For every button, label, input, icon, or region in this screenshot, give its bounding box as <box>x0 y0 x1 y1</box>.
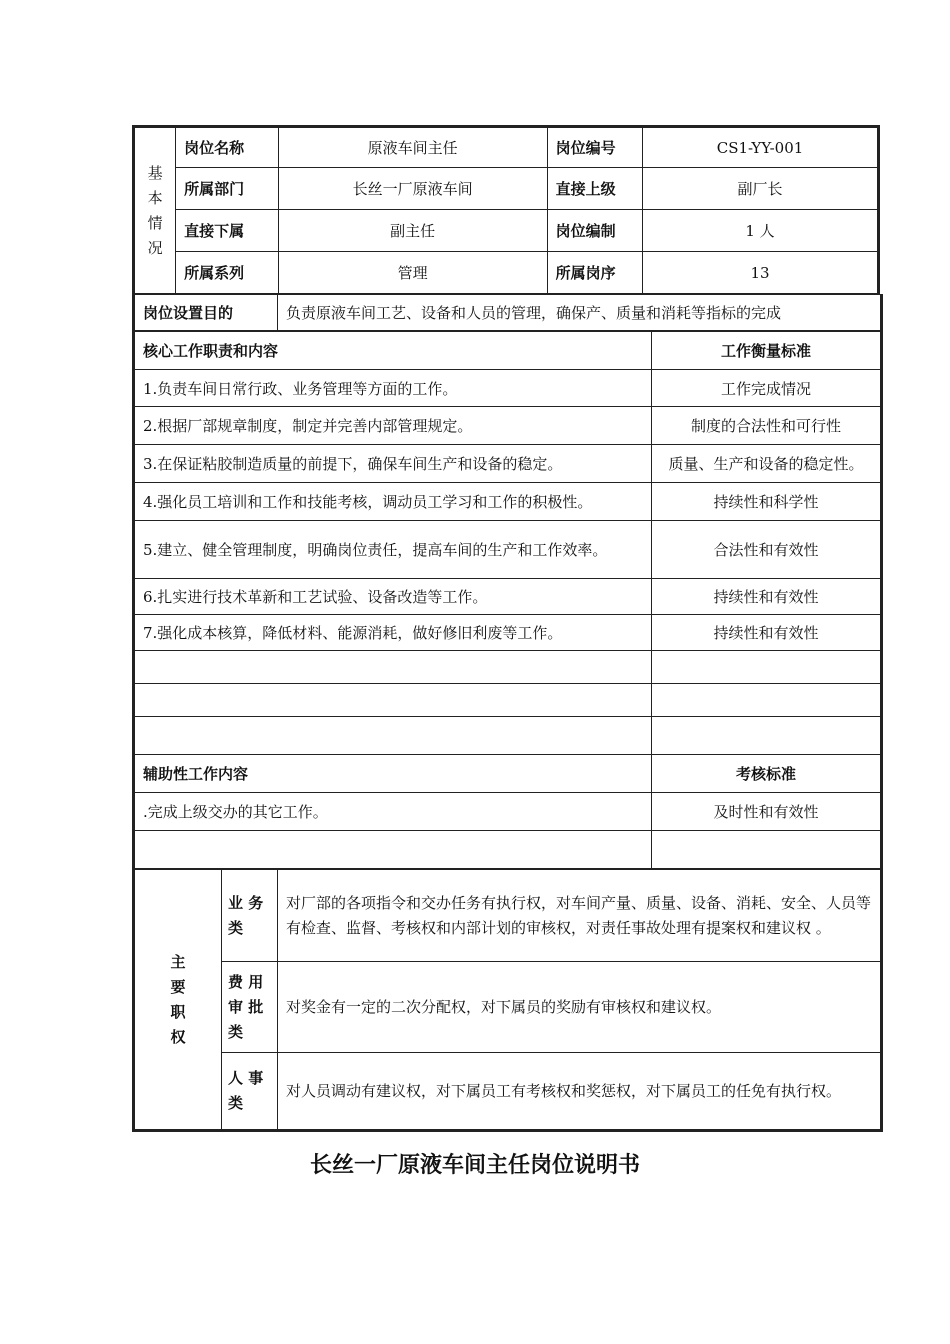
purpose-table <box>132 294 883 331</box>
label-position-code: 岗位编号 <box>547 127 642 168</box>
core-duty-standard: 持续性和有效性 <box>652 615 882 651</box>
value-department: 长丝一厂原液车间 <box>278 168 547 210</box>
empty-row-cell <box>134 651 652 684</box>
label-rank: 所属岗序 <box>547 252 642 294</box>
core-duty-standard: 持续性和科学性 <box>652 483 882 521</box>
purpose-label: 岗位设置目的 <box>134 295 278 331</box>
authority-category-personnel: 人 事 类 <box>222 1053 278 1131</box>
value-rank: 13 <box>643 252 879 294</box>
label-direct-subordinate: 直接下属 <box>176 210 278 252</box>
core-duties-header: 核心工作职责和内容 <box>134 332 652 370</box>
authority-table <box>132 869 883 1132</box>
aux-standard-header: 考核标准 <box>652 755 882 793</box>
core-duty-item: 3.在保证粘胶制造质量的前提下，确保车间生产和设备的稳定。 <box>134 445 652 483</box>
document-title: 长丝一厂原液车间主任岗位说明书 <box>309 1153 640 1178</box>
value-direct-superior: 副厂长 <box>643 168 879 210</box>
empty-row-cell <box>652 651 882 684</box>
empty-row-cell <box>652 717 882 755</box>
value-position-code: CS1-YY-001 <box>643 127 879 168</box>
authority-text-expense: 对奖金有一定的二次分配权，对下属员的奖励有审核权和建议权。 <box>278 962 882 1053</box>
authority-category-expense: 费 用 审 批 类 <box>222 962 278 1053</box>
empty-row-cell <box>652 831 882 869</box>
label-headcount: 岗位编制 <box>547 210 642 252</box>
empty-row-cell <box>652 684 882 717</box>
core-duty-item: 1.负责车间日常行政、业务管理等方面的工作。 <box>134 370 652 407</box>
value-direct-subordinate: 副主任 <box>278 210 547 252</box>
authority-category-business: 业 务 类 <box>222 870 278 962</box>
core-standard-header: 工作衡量标准 <box>652 332 882 370</box>
core-duty-standard: 质量、生产和设备的稳定性。 <box>652 445 882 483</box>
purpose-text: 负责原液车间工艺、设备和人员的管理，确保产、质量和消耗等指标的完成 <box>278 295 882 331</box>
label-direct-superior: 直接上级 <box>547 168 642 210</box>
core-duty-standard: 持续性和有效性 <box>652 579 882 615</box>
core-duty-item: 2.根据厂部规章制度，制定并完善内部管理规定。 <box>134 407 652 445</box>
basic-section-label: 基 本 情 况 <box>134 127 176 294</box>
empty-row-cell <box>134 684 652 717</box>
empty-row-cell <box>134 831 652 869</box>
core-duty-item: 4.强化员工培训和工作和技能考核，调动员工学习和工作的积极性。 <box>134 483 652 521</box>
value-series: 管理 <box>278 252 547 294</box>
authority-text-business: 对厂部的各项指令和交办任务有执行权，对车间产量、质量、设备、消耗、安全、人员等有检查、监督、考核权和内部计划的审核权，对责任事故处理有提案权和建议权 。 <box>278 870 882 962</box>
authority-section-label: 主 要 职 权 <box>134 870 222 1131</box>
core-duties-table <box>132 331 883 869</box>
empty-row-cell <box>134 717 652 755</box>
label-series: 所属系列 <box>176 252 278 294</box>
core-duty-item: 6.扎实进行技术革新和工艺试验、设备改造等工作。 <box>134 579 652 615</box>
aux-duties-header: 辅助性工作内容 <box>134 755 652 793</box>
core-duty-standard: 制度的合法性和可行性 <box>652 407 882 445</box>
authority-text-personnel: 对人员调动有建议权，对下属员工有考核权和奖惩权，对下属员工的任免有执行权。 <box>278 1053 882 1131</box>
value-headcount: 1 人 <box>643 210 879 252</box>
job-description-form <box>132 125 880 1132</box>
basic-info-table <box>132 125 880 294</box>
core-duty-item: 7.强化成本核算，降低材料、能源消耗，做好修旧利废等工作。 <box>134 615 652 651</box>
core-duty-standard: 合法性和有效性 <box>652 521 882 579</box>
aux-duty-item: .完成上级交办的其它工作。 <box>134 793 652 831</box>
aux-duty-standard: 及时性和有效性 <box>652 793 882 831</box>
label-position-name: 岗位名称 <box>176 127 278 168</box>
value-position-name: 原液车间主任 <box>278 127 547 168</box>
core-duty-item: 5.建立、健全管理制度，明确岗位责任，提高车间的生产和工作效率。 <box>134 521 652 579</box>
label-department: 所属部门 <box>176 168 278 210</box>
core-duty-standard: 工作完成情况 <box>652 370 882 407</box>
